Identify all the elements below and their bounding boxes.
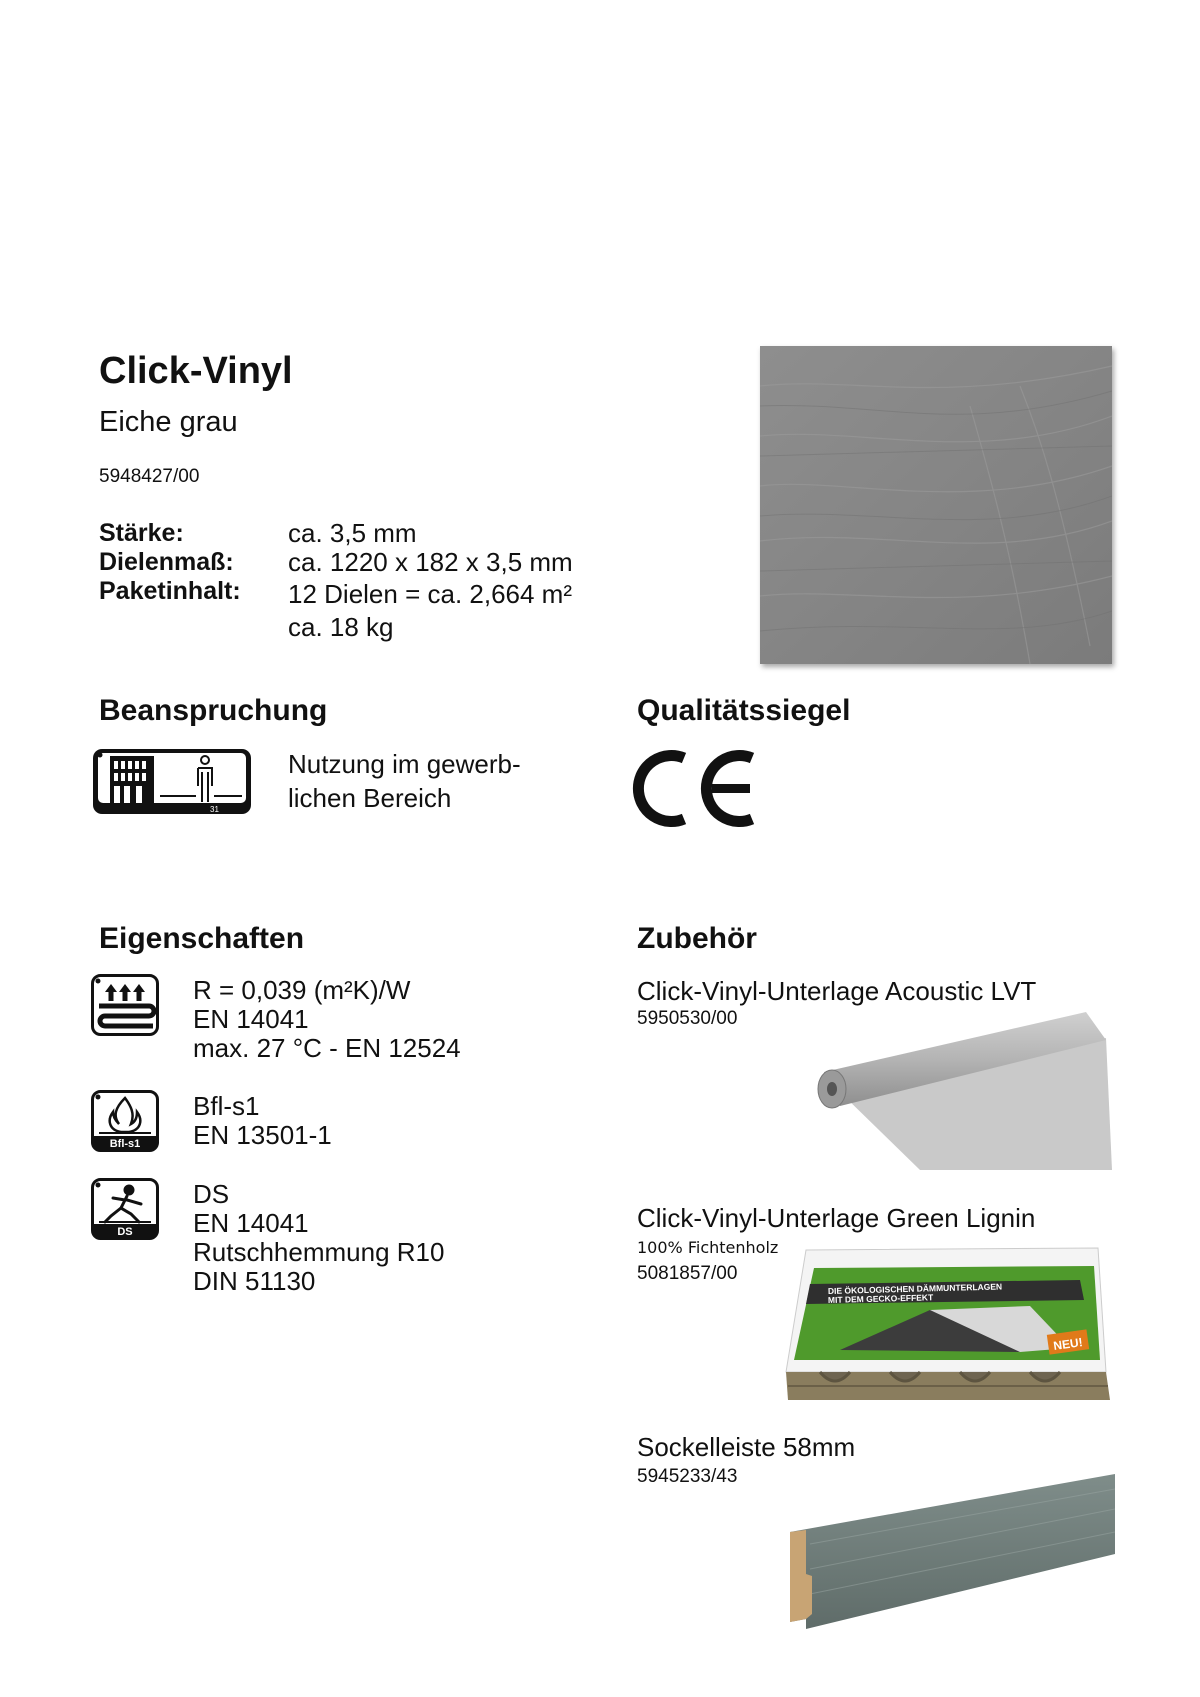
- slip-standard: EN 14041: [193, 1208, 309, 1238]
- accessory-note-green-lignin: 100% Fichtenholz: [637, 1238, 779, 1257]
- usage-description-line1: Nutzung im gewerb-: [288, 749, 521, 779]
- spec-label-thickness: Stärke:: [99, 519, 184, 547]
- usage-description-line2: lichen Bereich: [288, 783, 452, 813]
- skirting-board-image: [790, 1474, 1115, 1629]
- accessory-article-green-lignin: 5081857/00: [637, 1263, 738, 1284]
- product-title: Click-Vinyl: [99, 350, 293, 392]
- properties-heading: Eigenschaften: [99, 922, 305, 955]
- accessory-title-skirting: Sockelleiste 58mm: [637, 1432, 856, 1462]
- fire-standard: EN 13501-1: [193, 1120, 332, 1150]
- thermal-standard: EN 14041: [193, 1004, 309, 1034]
- accessory-title-acoustic-underlay: Click-Vinyl-Unterlage Acoustic LVT: [637, 976, 1037, 1006]
- spec-label-package: Paketinhalt:: [99, 577, 241, 605]
- slip-test-standard: DIN 51130: [193, 1266, 316, 1296]
- product-article-number: 5948427/00: [99, 466, 200, 487]
- accessory-article-skirting: 5945233/43: [637, 1466, 738, 1487]
- usage-class-icon: [92, 748, 252, 815]
- floor-sample-image: [760, 346, 1112, 664]
- fire-class: Bfl-s1: [193, 1091, 260, 1121]
- package-text-1: DIE ÖKOLOGISCHEN DÄMMUNTERLAGEN: [827, 1281, 1003, 1296]
- slip-class: DS: [193, 1179, 230, 1209]
- usage-class-number: 31: [210, 805, 219, 814]
- accessories-heading: Zubehör: [637, 922, 757, 955]
- ce-mark-icon: [632, 746, 760, 831]
- slip-resistance-icon-label: DS: [117, 1226, 133, 1238]
- package-text-2: MIT DEM GECKO-EFFEKT: [827, 1292, 934, 1305]
- spec-value-dimensions: ca. 1220 x 182 x 3,5 mm: [288, 547, 573, 577]
- slip-resistance-icon: [91, 1178, 159, 1240]
- load-heading: Beanspruchung: [99, 694, 328, 727]
- accessory-title-green-lignin: Click-Vinyl-Unterlage Green Lignin: [637, 1203, 1036, 1233]
- green-lignin-package-image: [780, 1240, 1120, 1408]
- underfloor-heating-icon: [91, 974, 159, 1036]
- product-variant: Eiche grau: [99, 406, 238, 438]
- fire-class-icon: [91, 1090, 159, 1152]
- thermal-resistance: R = 0,039 (m²K)/W: [193, 975, 411, 1005]
- quality-heading: Qualitätssiegel: [637, 694, 851, 727]
- spec-label-dimensions: Dielenmaß:: [99, 548, 234, 576]
- spec-value-weight: ca. 18 kg: [288, 612, 394, 642]
- accessory-article-acoustic-underlay: 5950530/00: [637, 1008, 738, 1029]
- acoustic-underlay-image: [810, 1010, 1112, 1175]
- spec-value-thickness: ca. 3,5 mm: [288, 518, 417, 548]
- spec-value-package: 12 Dielen = ca. 2,664 m²: [288, 579, 572, 609]
- slip-rating: Rutschhemmung R10: [193, 1237, 445, 1267]
- thermal-max-temperature: max. 27 °C - EN 12524: [193, 1033, 461, 1063]
- fire-class-icon-label: Bfl-s1: [109, 1138, 141, 1150]
- package-badge: NEU!: [1052, 1335, 1084, 1353]
